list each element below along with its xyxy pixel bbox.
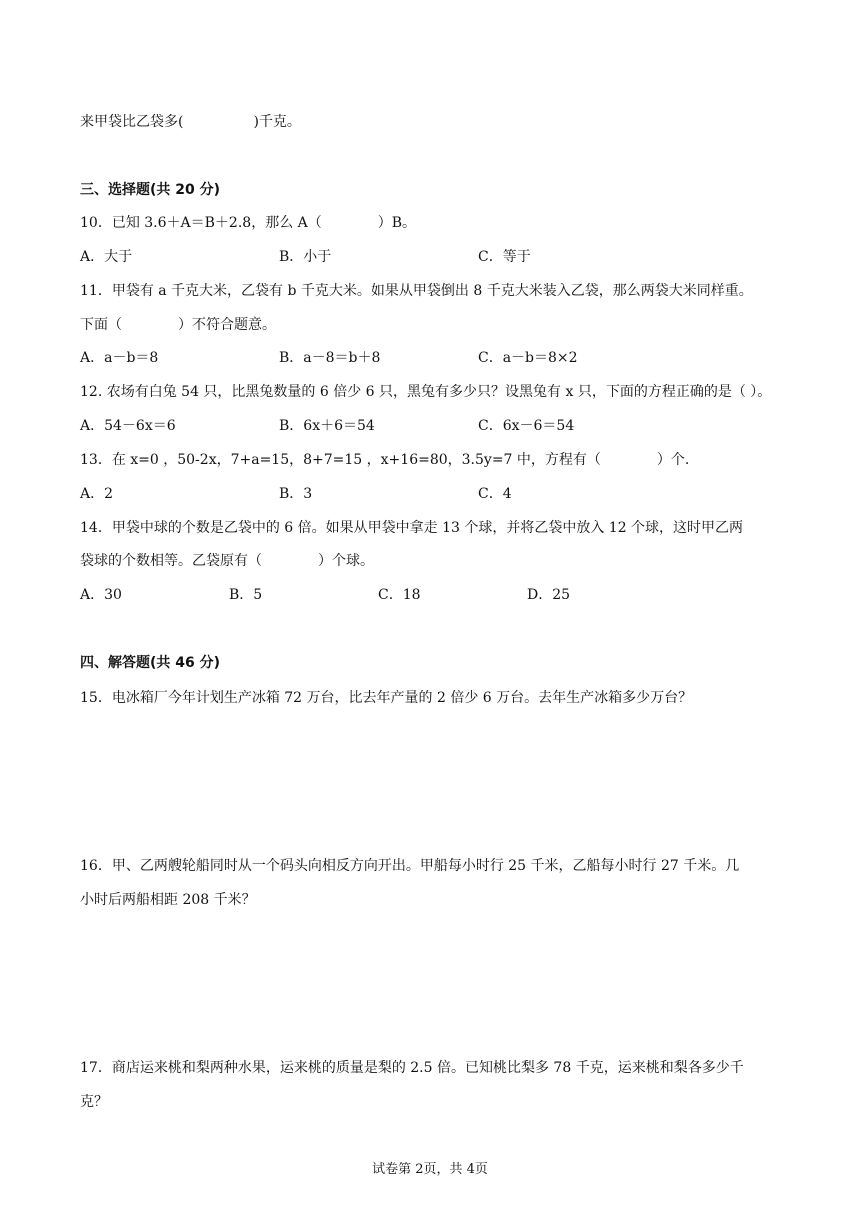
page-footer: 试卷第 2页，共 4页 (372, 1162, 488, 1177)
section-3-title: 三、选择题(共 20 分) (80, 182, 221, 198)
question-10-text: 10．已知 3.6＋A＝B＋2.8，那么 A（ ）B。 (80, 215, 417, 231)
question-12-text: 12. 农场有白兔 54 只，比黑兔数量的 6 倍少 6 只，黑兔有多少只？设黑兔有 x 只，下面的方程正确的是（ ）。 (80, 384, 772, 400)
question-11-text-line-2: 下面（ ）不符合题意。 (80, 317, 276, 333)
question-10-option-a[interactable]: A．大于 (80, 249, 133, 265)
question-16-text-line-1: 16．甲、乙两艘轮船同时从一个码头向相反方向开出。甲船每小时行 25 千米，乙船每小时行 27 千米。几 (80, 858, 740, 874)
question-12-option-a[interactable]: A．54－6x＝6 (80, 418, 176, 434)
question-17-text-line-2: 克？ (80, 1094, 108, 1110)
question-16-text-line-2: 小时后两船相距 208 千米？ (80, 892, 256, 908)
question-14-option-a[interactable]: A．30 (80, 587, 122, 603)
question-11-option-c[interactable]: C．a－b＝8×2 (478, 350, 578, 366)
question-14-text-line-2: 袋球的个数相等。乙袋原有（ ）个球。 (80, 553, 374, 569)
question-13-text: 13．在 x=0 ，50-2x，7+a=15，8+7=15 ，x+16=80，3.5y=7 中，方程有（ ）个. (80, 452, 690, 468)
question-13-option-c[interactable]: C．4 (478, 486, 512, 502)
question-10-option-b[interactable]: B．小于 (279, 249, 332, 265)
question-11-option-a[interactable]: A．a－b＝8 (80, 350, 159, 366)
question-14-option-d[interactable]: D．25 (527, 587, 571, 603)
section-4-title: 四、解答题(共 46 分) (80, 655, 221, 671)
question-13-option-b[interactable]: B．3 (279, 486, 313, 502)
question-12-option-b[interactable]: B．6x＋6＝54 (279, 418, 375, 434)
question-17-text-line-1: 17．商店运来桃和梨两种水果，运来桃的质量是梨的 2.5 倍。已知桃比梨多 78 千克，运来桃和梨各多少千 (80, 1060, 744, 1076)
question-12-option-c[interactable]: C．6x－6＝54 (478, 418, 575, 434)
question-14-option-b[interactable]: B．5 (229, 587, 263, 603)
question-11-option-b[interactable]: B．a－8＝b＋8 (279, 350, 381, 366)
continuation-text: 来甲袋比乙袋多( )千克。 (80, 114, 301, 130)
question-13-option-a[interactable]: A．2 (80, 486, 114, 502)
question-11-text-line-1: 11．甲袋有 a 千克大米，乙袋有 b 千克大米。如果从甲袋倒出 8 千克大米装入乙袋，那么两袋大米同样重。 (80, 283, 753, 299)
question-14-option-c[interactable]: C．18 (378, 587, 421, 603)
question-15-text: 15．电冰箱厂今年计划生产冰箱 72 万台，比去年产量的 2 倍少 6 万台。去年生产冰箱多少万台？ (80, 690, 693, 706)
question-14-text-line-1: 14．甲袋中球的个数是乙袋中的 6 倍。如果从甲袋中拿走 13 个球，并将乙袋中放入 12 个球，这时甲乙两 (80, 520, 744, 536)
question-10-option-c[interactable]: C．等于 (478, 249, 531, 265)
